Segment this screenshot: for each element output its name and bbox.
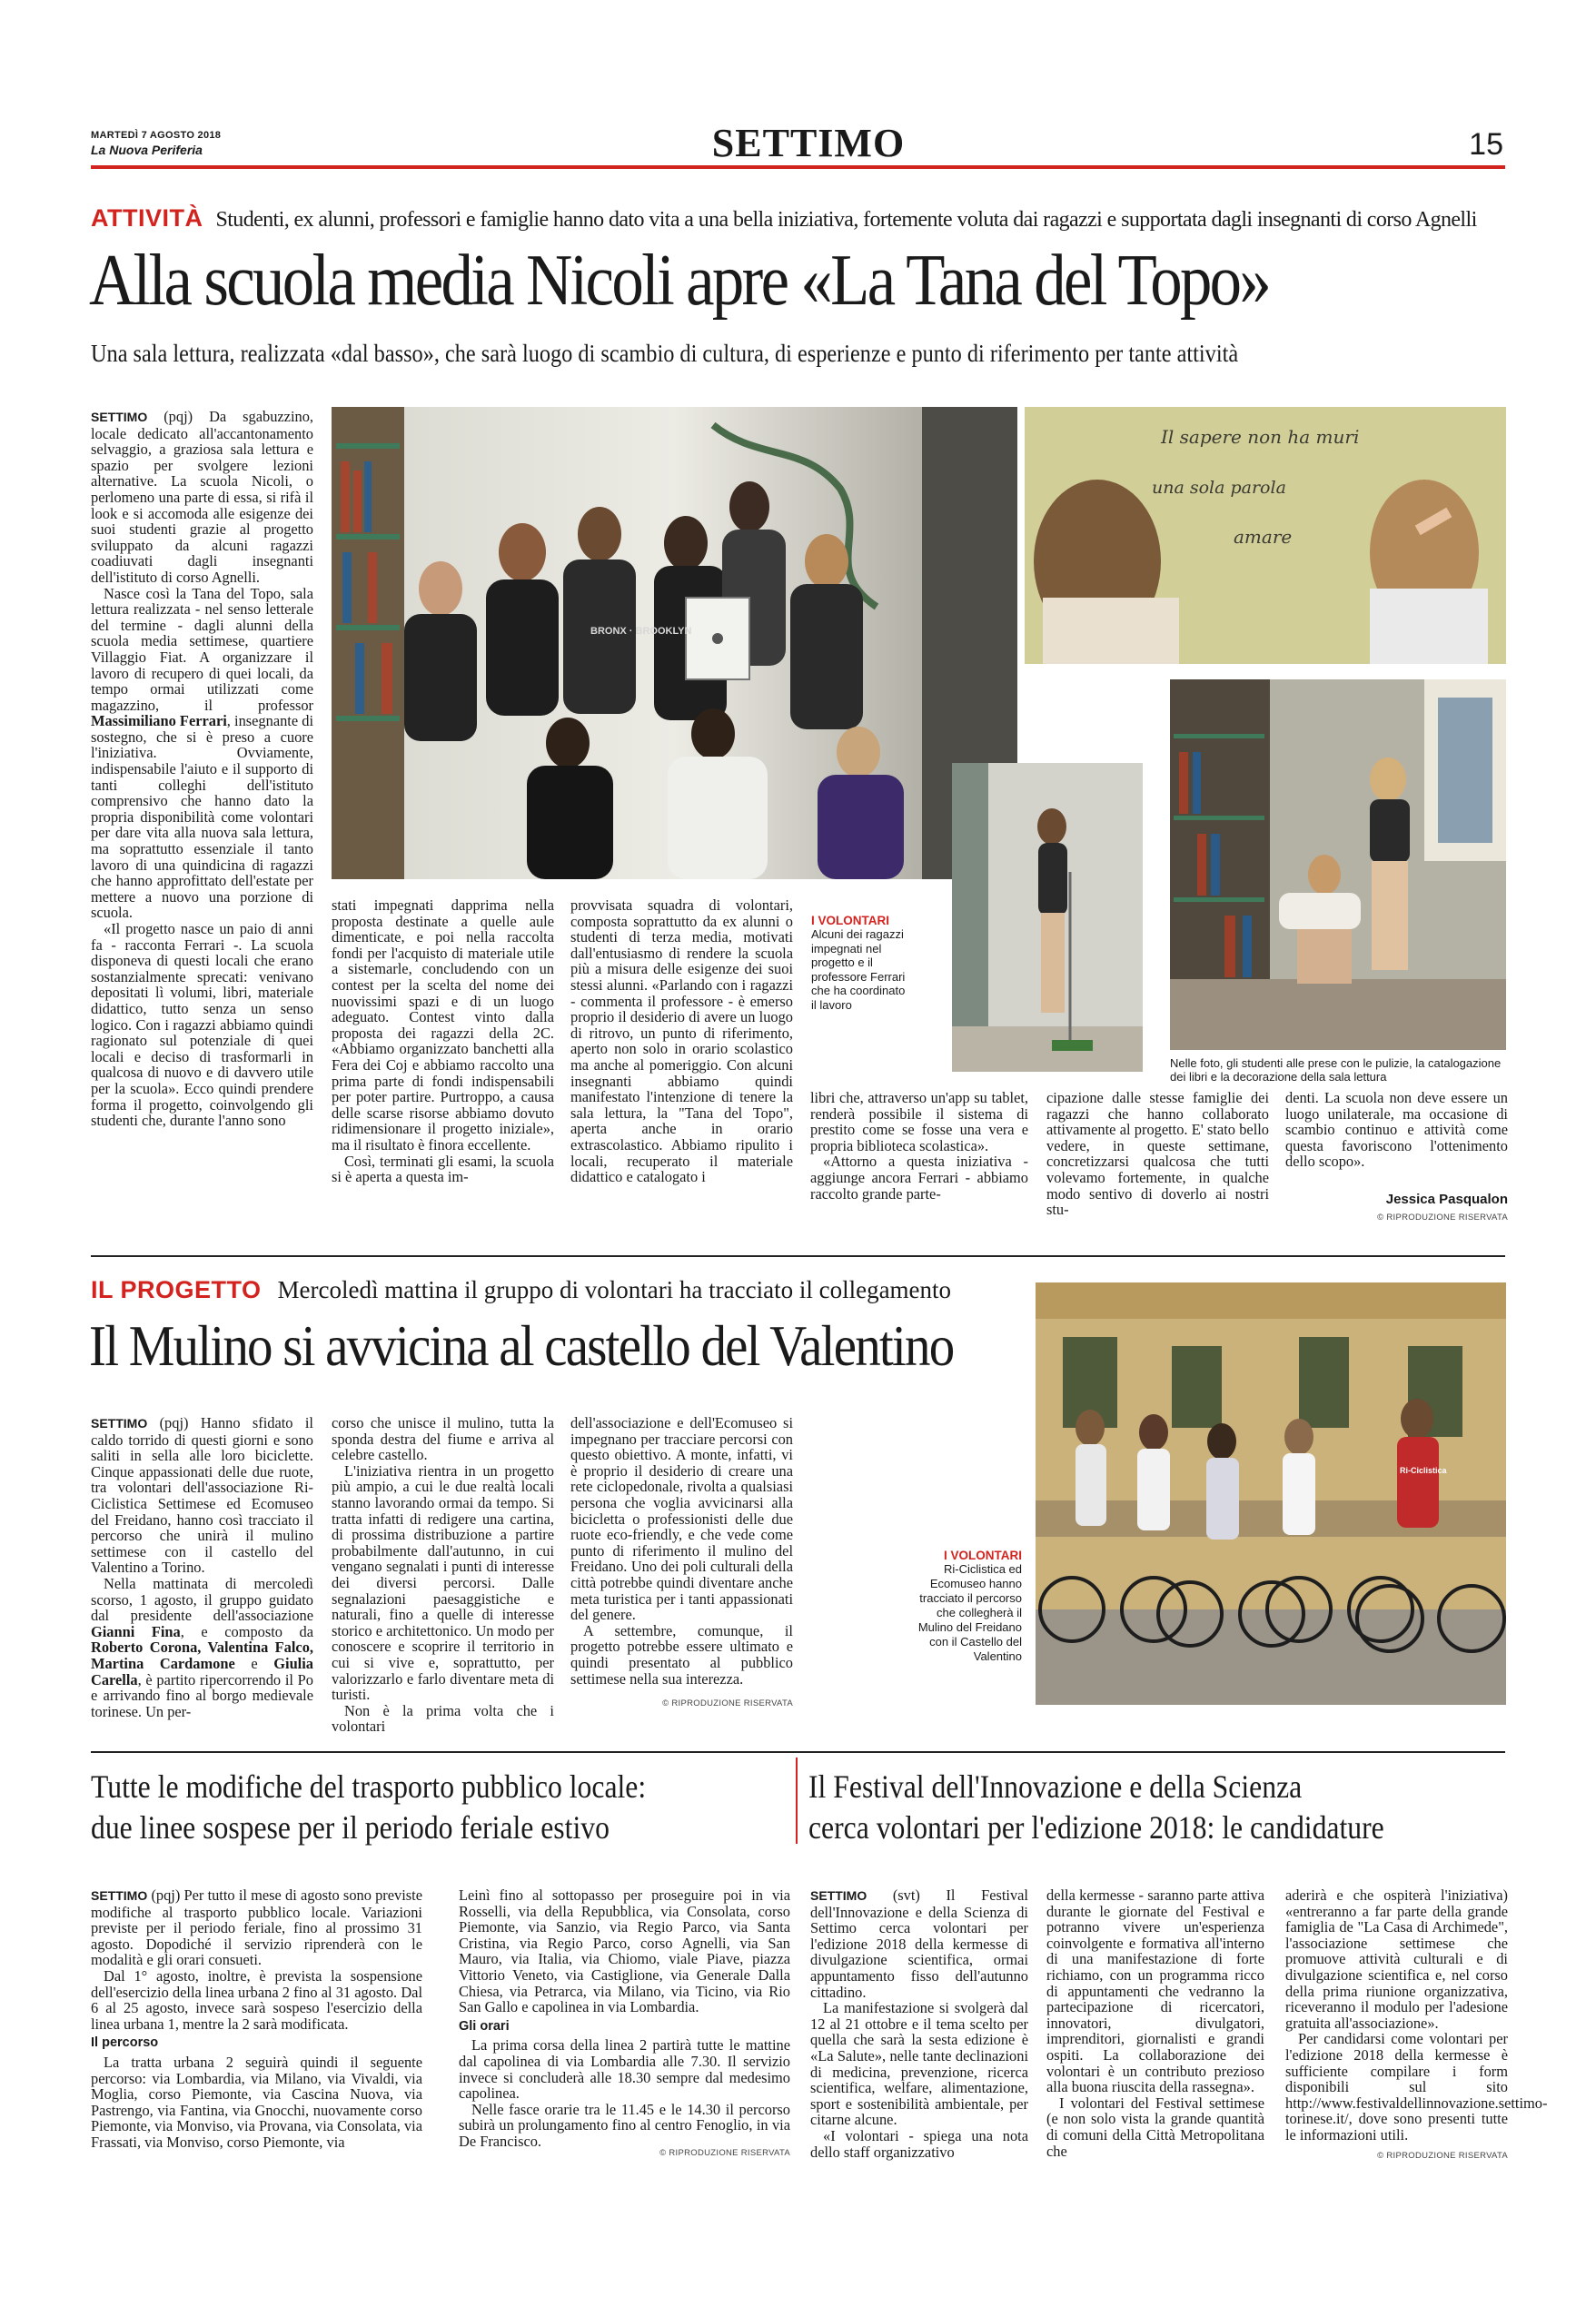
divider-2	[91, 1751, 1505, 1753]
article2-col2-text: corso che unisce il mulino, tutta la sponda destra del fiume e arriva al celebre castello.	[332, 1414, 554, 1464]
article3-col2-p3: Nelle fasce orarie tra le 11.45 e le 14.30 il percorso subirà un prolungamento fino al centro Fenoglio, in via De Francisco.	[459, 2100, 790, 2150]
article1-col1-p3: «Il progetto nasce un paio di anni fa - racconta Ferrari -. La scuola disponeva di questi locali che erano sostanzialmente sprecati: venivano depositati lì volumi, libri, materiale didattico, tutto senza un senso logico. Con i ragazzi abbiamo quindi ragionato sul potenziale di quei locali e deciso di trasformarli in qualcosa di nuovo e di davvero utile per la scuola». Ecco quindi prendere forma il progetto, coinvolgendo gli studenti che, durante l'anno sono	[91, 920, 313, 1130]
article1-byline-place: SETTIMO	[91, 410, 148, 424]
article2-name-fina: Gianni Fina	[91, 1622, 181, 1640]
article2-name-carella: Giulia Carella	[91, 1654, 313, 1688]
article4-title	[808, 1767, 1508, 1848]
article2-names: Roberto Corona, Valentina Falco, Martina Cardamone	[91, 1639, 313, 1672]
article1-col3-text: provvisata squadra di volontari, composta soprattutto da ex alunni o studenti di terza media, motivati dall'entusiasmo di rendere la scuola più a misura delle esigenze dei suoi stessi alunni. «Parlando con i ragazzi - commenta il professore - è emerso proprio il desiderio di avere un luogo di ritrovo, un punto di riferimento, aperto non solo in orario scolastico ma anche al pomeriggio. Con alcuni insegnanti abbiamo quindi manifestato l'intenzione di tenere la sala lettura, la "Tana del Topo", aperta anche in orario extrascolastico. Abbiamo ripulito i locali, recuperato il materiale didattico e catalogato i	[570, 896, 793, 1186]
article1-photos-caption: Nelle foto, gli studenti alle prese con le pulizie, la catalogazione dei libri e la decorazione della sala lettura	[1170, 1056, 1502, 1084]
article1-copyright: © RIPRODUZIONE RISERVATA	[1377, 1213, 1508, 1223]
article1-col5-text: cipazione dalle stesse famiglie dei ragazzi che hanno collaborato attivamente al progetto. E' stato bello vedere, in queste settimane, concretizzarsi qualcosa che tutti volevamo fortemente, in qualche modo sentivo di doverlo ai nostri stu-	[1046, 1089, 1269, 1219]
article4-col3-text: aderirà e che ospiterà l'iniziativa) «entreranno a far parte della grande famiglia de "La Casa di Archimede", l'associazione settimese che promuove attività culturali e di divulgazione scientifica e, nel corso della prima riunione organizzativa, riceveranno il modulo per l'adesione gratuita all'associazione».	[1285, 1886, 1508, 2032]
article3-copyright: © RIPRODUZIONE RISERVATA	[659, 2148, 790, 2158]
sweeping-photo	[952, 763, 1143, 1072]
article4-col2-p2: I volontari del Festival settimese (e non solo vista la grande quantità di comuni della Città Metropolitana che	[1046, 2094, 1264, 2160]
article1-col1-p2a: Nasce così la Tana del Topo, sala lettura realizzata - nel senso letterale del termine - dagli alunni della scuola media settimese, quartiere Villaggio Fiat. A organizzare il lavoro di recupero di quei locali, da tempo ormai utilizzati come magazzino, il professor	[91, 584, 313, 714]
masthead-rule	[91, 165, 1505, 169]
article4-column-2	[1046, 1887, 1264, 2159]
article2-col1-b2: , e composto da	[180, 1622, 314, 1640]
article3-column-2	[459, 1887, 790, 2150]
article3-col2-text: Leinì fino al sottopasso per proseguire poi in via Rosselli, via della Repubblica, via Consolata, corso Piemonte, via Sanzio, via Regio Parco, via Santa Cristina, via Regio Parco, corso Agnelli, via San Mauro, via Italia, via Chiomo, viale Piave, piazza Vittorio Veneto, via Castiglione, via Generale Dalla Chiesa, via Petrarca, via Milano, via Ticino, via Rio San Gallo e capolinea in via Lombardia.	[459, 1886, 790, 2016]
section-title: SETTIMO	[711, 121, 906, 165]
article3-col1-p2: Dal 1° agosto, inoltre, è prevista la sospensione dell'esercizio della linea urbana 2 fino al 31 agosto. Dal 6 al 25 agosto, invece sarà sospeso l'esercizio della linea urbana 1, mentre la 2 sarà modificata.	[91, 1966, 422, 2033]
article4-col2-text: della kermesse - saranno parte attiva durante le giornate del Festival e potranno vivere un'esperienza coinvolgente e formativa all'interno di una manifestazione di forte richiamo, con un programma ricco di appuntamenti che vedranno la partecipazione di ricercatori, innovatori, divulgatori, imprenditori, giornalisti e grandi ospiti. La collaborazione dei volontari è un contributo prezioso alla buona riuscita della rassegna».	[1046, 1886, 1264, 2096]
article2-col1-b4: , è partito ripercorrendo il Po e arrivando fino al borgo medievale torinese. Un per-	[91, 1670, 313, 1720]
article1-signature: Jessica Pasqualon	[1385, 1192, 1508, 1207]
article1-column-1	[91, 409, 313, 1129]
article2-col1-b1: Nella mattinata di mercoledì scorso, 1 agosto, il gruppo guidato dal presidente dell'associazione	[91, 1574, 313, 1625]
article2-kicker-text: Mercoledì mattina il gruppo di volontari ha tracciato il collegamento	[277, 1276, 952, 1303]
article1-kicker-row	[91, 204, 1508, 233]
article4-col1-p3: «I volontari - spiega una nota dello staff organizzativo	[810, 2126, 1028, 2161]
article3-column-1	[91, 1887, 422, 2151]
article3-byline-code: (pqj)	[151, 1886, 181, 1904]
article4-byline-code: (svt)	[892, 1886, 920, 1904]
article1-column-6	[1285, 1090, 1508, 1170]
wall-writing-illustration	[1025, 407, 1506, 664]
article3-col1-text: Per tutto il mese di agosto sono previste modifiche al trasporto pubblico locale. Variazioni previste per il periodo feriale, fino al prossimo 31 agosto. Dopodiché il servizio riprenderà con le modalità e gli orari consueti.	[91, 1886, 422, 1969]
cyclists-illustration	[1036, 1282, 1506, 1705]
article2-col3-text: dell'associazione e dell'Ecomuseo si impegnano per tracciare percorsi con questo obiettivo. A monte, infatti, vi è proprio il desiderio di creare una rete ciclopedonale, rivolta a qualsiasi persona che voglia avvicinarsi alla bicicletta o professionisti delle due ruote eco-friendly, e che vede come punto di riferimento il mulino del Freidano. Uno dei poli culturali della città potrebbe quindi diventare anche meta turistica per i tanti appassionati del genere.	[570, 1414, 793, 1624]
article1-col4-p2: «Attorno a questa iniziativa - aggiunge ancora Ferrari - abbiamo raccolto grande parte-	[810, 1153, 1028, 1203]
page-number: 15	[1469, 127, 1503, 162]
article1-subtitle: Una sala lettura, realizzata «dal basso», che sarà luogo di scambio di cultura, di esperienze e punto di riferimento per tante attività	[91, 340, 1239, 367]
article1-col1-p2b: , insegnante di sostegno, che si è preso a cuore l'iniziativa. Ovviamente, indispensabile l'aiuto e il supporto di tanti colleghi dell'istituto comprensivo che hanno dato la propria disponibilità come volontari per dare vita alla nuova sala lettura, ma soprattutto essenziale il tanto lavoro di una quindicina di ragazzi che hanno approfittato dell'estate per mettere a nuovo una porzione di scuola.	[91, 712, 313, 922]
article2-byline-place: SETTIMO	[91, 1416, 148, 1431]
article1-column-4	[810, 1090, 1028, 1202]
article2-caption-text: Ri-Ciclistica ed Ecomuseo hanno tracciato il percorso che collegherà il Mulino del Freidano con il Castello del Valentino	[917, 1562, 1022, 1663]
article1-title: Alla scuola media Nicoli apre «La Tana del Topo»	[89, 241, 1270, 321]
article3-subhead-orari: Gli orari	[459, 2018, 510, 2034]
article4-copyright: © RIPRODUZIONE RISERVATA	[1377, 2151, 1508, 2161]
article2-kicker: IL PROGETTO	[91, 1276, 262, 1303]
article2-caption-head: I VOLONTARI	[944, 1549, 1022, 1562]
article1-byline-code: (pqj)	[164, 408, 193, 425]
article2-column-3	[570, 1415, 793, 1687]
article3-col2-p2: La prima corsa della linea 2 partirà tutte le mattine dal capolinea di via Lombardia alle 7.30. Il servizio invece si concluderà alle 18.30 sempre dal medesimo capolinea.	[459, 2036, 790, 2103]
article1-col2-p2: Così, terminati gli esami, la scuola si è aperta a questa im-	[332, 1152, 554, 1186]
article3-col1-p3: La tratta urbana 2 seguirà quindi il seguente percorso: via Lombardia, via Milano, via Vivaldi, via Moglia, corso Piemonte, via Cascina Nuova, via Pastrengo, via Fantina, via Gnocchi, nuovamente corso Piemonte, via Monviso, via Provana, via Consolata, via Frassati, via Monviso, corso Piemonte, via	[91, 2053, 422, 2151]
article4-byline-place: SETTIMO	[810, 1888, 867, 1903]
article1-volontari-caption-text: Alcuni dei ragazzi impegnati nel progetto e il professore Ferrari che ha coordinato il lavoro	[811, 927, 906, 1012]
article4-col3-p2: Per candidarsi come volontari per l'edizione 2018 della kermesse è sufficiente compilare i form disponibili sul sito http://www.festivaldellinnovazione.settimo-torinese.it/, dove sono presenti tutte le informazioni utili.	[1285, 2030, 1548, 2144]
cataloguing-illustration	[1170, 679, 1506, 1050]
article1-column-5	[1046, 1090, 1269, 1218]
article2-col1-b3: e	[234, 1654, 274, 1672]
group-photo	[332, 407, 1017, 879]
article1-volontari-caption-head: I VOLONTARI	[811, 914, 889, 927]
article1-name-ferrari: Massimiliano Ferrari	[91, 712, 227, 730]
jersey-text: Ri-Ciclistica	[1400, 1466, 1447, 1475]
article1-col4-text: libri che, attraverso un'app su tablet, renderà possibile il sistema di prestito come se fosse una vera e propria biblioteca scolastica».	[810, 1089, 1028, 1154]
wall-text-2: una sola parola	[1152, 478, 1286, 498]
cataloguing-photo	[1170, 679, 1506, 1050]
article3-byline-place: SETTIMO	[91, 1888, 148, 1903]
wall-text-1: Il sapere non ha muri	[1161, 426, 1360, 448]
article2-kicker-row	[91, 1276, 1054, 1304]
divider-1	[91, 1255, 1505, 1257]
article3-title-line1: Tutte le modifiche del trasporto pubblico locale:	[91, 1768, 647, 1805]
article4-col1-p2: La manifestazione si svolgerà dal 12 al 21 ottobre e il tema scelto per quella che sarà la sesta edizione è «La Salute», nelle tante declinazioni di medicina, prevenzione, ricerca scientifica, welfare, alimentazione, sport e sostenibilità ambientale, per citarne alcune.	[810, 1999, 1028, 2129]
article2-byline-code: (pqj)	[159, 1414, 189, 1431]
sweeping-illustration	[952, 763, 1143, 1072]
article2-column-1	[91, 1415, 313, 1719]
article1-col1-text: Da sgabuzzino, locale dedicato all'accantonamento selvaggio, a graziosa sala lettura e spazio per svolgere lezioni alternative. La scuola Nicoli, o perlomeno una parte di essa, si rifà il look e si accomoda alle esigenze dei suoi studenti grazie al progetto sviluppato da alcuni ragazzi coadiuvati dagli insegnanti dell'istituto di corso Agnelli.	[91, 408, 313, 586]
article1-volontari-caption	[811, 914, 947, 1012]
article2-col2-p2: L'iniziativa rientra in un progetto più ampio, a cui le due realtà locali stanno lavorando ormai da tempo. Si tratta infatti di redigere una cartina, di prossima distribuzione a partire probabilmente dall'autunno, in cui vengano segnalati i punti di interesse dei diversi percorsi. Dalle segnalazioni paesaggistiche e naturali, fino a quelle di interesse storico e architettonico. Un modo per conoscere e scoprire il territorio in cui si vive e, soprattutto, per valorizzarlo e farlo diventare meta di turisti.	[332, 1461, 554, 1704]
group-photo-illustration	[332, 407, 1017, 879]
article4-title-line2: cerca volontari per l'edizione 2018: le candidature	[808, 1809, 1384, 1846]
article1-col2-text: stati impegnati dapprima nella proposta destinate a quelle aule dimenticate, e poi nella raccolta fondi per l'acquisto di materiale utile a sistemarle, concludendo con un contest per la scelta del nome dei nuovissimi spazi e di un luogo adeguato. Contest vinto dalla proposta dei ragazzi della 2C. «Abbiamo organizzato banchetti alla Fera dei Coj e abbiamo raccolto una prima parte di fondi indispensabili per poter partire. Purtroppo, a causa delle scarse risorse abbiamo dovuto ridimensionare il progetto iniziale», ma il risultato è finora eccellente.	[332, 896, 554, 1154]
article1-kicker-text: Studenti, ex alunni, professori e famiglie hanno dato vita a una bella iniziativa, fortemente voluta dai ragazzi e supportata dagli insegnanti di corso Agnelli	[215, 208, 1477, 232]
article4-title-line1: Il Festival dell'Innovazione e della Scienza	[808, 1768, 1303, 1805]
article1-column-3	[570, 897, 793, 1185]
wall-text-3: amare	[1234, 526, 1293, 548]
article4-column-1	[810, 1887, 1028, 2160]
article4-column-3	[1285, 1886, 1548, 2144]
shirt-text: BRONX · BROOKLYN	[590, 626, 692, 637]
cyclists-photo	[1036, 1282, 1506, 1705]
newspaper-name: La Nuova Periferia	[91, 143, 203, 157]
article2-col3-p2: A settembre, comunque, il progetto potrebbe essere ultimato e quindi presentato al pubblico settimese nella sua interezza.	[570, 1621, 793, 1688]
article2-caption	[818, 1549, 1022, 1664]
article3-subhead-percorso: Il percorso	[91, 2035, 159, 2051]
wall-writing-photo	[1025, 407, 1506, 664]
article2-column-2	[332, 1415, 554, 1735]
masthead-date: MARTEDÌ 7 AGOSTO 2018	[91, 130, 222, 141]
article1-column-2	[332, 897, 554, 1185]
article4-col1-text: Il Festival dell'Innovazione e della Scienza di Settimo cerca volontari per l'edizione 2018 della kermesse di divulgazione scientifica, ormai appuntamento fisso dell'autunno cittadino.	[810, 1886, 1028, 2001]
article3-title-line2: due linee sospese per il periodo feriale estivo	[91, 1809, 610, 1846]
article1-col6-text: denti. La scuola non deve essere un luogo unilaterale, ma occasione di scambio continuo e attività come questa favoriscono l'ottenimento dello scopo».	[1285, 1089, 1508, 1171]
article2-col2-p3: Non è la prima volta che i volontari	[332, 1701, 554, 1736]
article3-title	[91, 1767, 790, 1848]
article2-col1-a: Hanno sfidato il caldo torrido di questi giorni e sono saliti in sella alle loro biciclette. Cinque appassionati delle due ruote, tra volontari dell'associazione Ri-Ciclistica Settimese ed Ecomuseo del Freidano, hanno così tracciato il percorso che unirà il mulino settimese con il castello del Valentino a Torino.	[91, 1414, 313, 1577]
article2-title: Il Mulino si avvicina al castello del Valentino	[89, 1313, 954, 1378]
article1-kicker: ATTIVITÀ	[91, 204, 203, 232]
vertical-divider	[796, 1758, 798, 1844]
article2-copyright: © RIPRODUZIONE RISERVATA	[662, 1698, 793, 1708]
